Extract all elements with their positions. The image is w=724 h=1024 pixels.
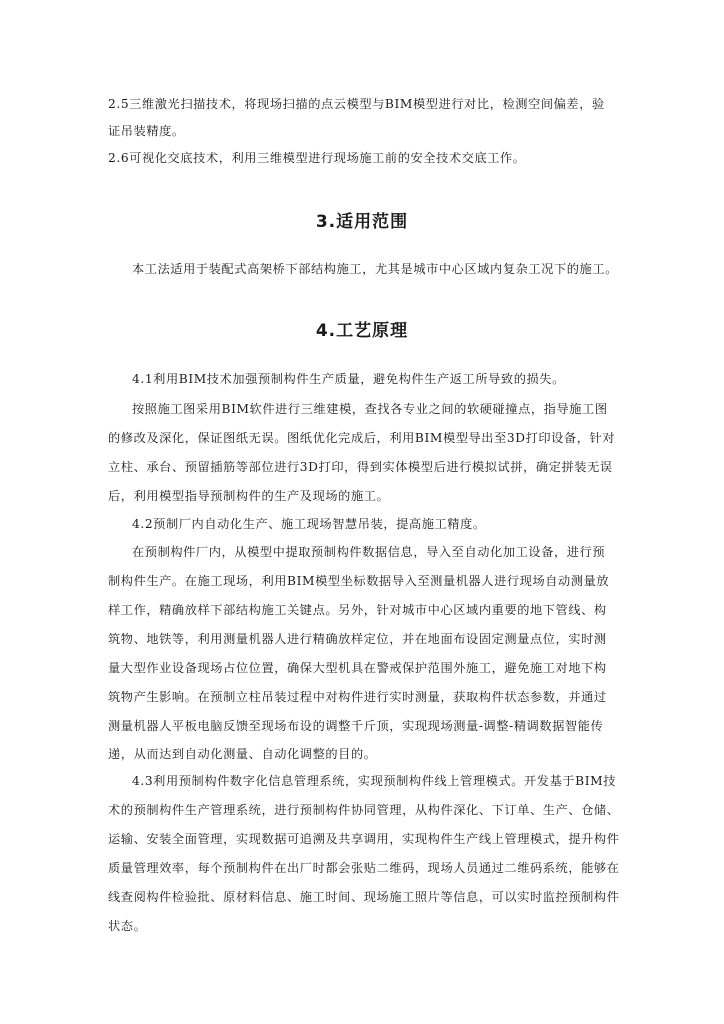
item-2-6: 2.6可视化交底技术，利用三维模型进行现场施工前的安全技术交底工作。 bbox=[108, 151, 526, 165]
section-4-heading: 4.工艺原理 bbox=[315, 321, 409, 341]
paragraph-line: 筑物产生影响。在预制立柱吊装过程中对构件进行实时测量，获取构件状态参数，并通过 bbox=[108, 690, 607, 704]
paragraph-line: 运输、安装全面管理，实现数据可追溯及共享调用，实现构件生产线上管理模式，提升构件 bbox=[108, 832, 620, 846]
item-2-5-line-1: 2.5三维激光扫描技术，将现场扫描的点云模型与BIM模型进行对比，检测空间偏差，验 bbox=[108, 97, 605, 111]
paragraph-line: 按照施工图采用BIM软件进行三维建模，查找各专业之间的软硬碰撞点，指导施工图 bbox=[132, 402, 608, 416]
item-2-5-line-2: 证吊装精度。 bbox=[108, 124, 185, 138]
paragraph-line: 的修改及深化，保证图纸无误。图纸优化完成后，利用BIM模型导出至3D打印设备，针对 bbox=[108, 431, 616, 445]
section-3-paragraph: 本工法适用于装配式高架桥下部结构施工，尤其是城市中心区域内复杂工况下的施工。 bbox=[132, 262, 618, 276]
paragraph-line: 立柱、承台、预留插筋等部位进行3D打印，得到实体模型后进行模拟试拼，确定拼装无误 bbox=[108, 460, 613, 474]
paragraph-line: 制构件生产。在施工现场，利用BIM模型坐标数据导入至测量机器人进行现场自动测量放 bbox=[108, 574, 610, 588]
paragraph-line: 筑物、地铁等，利用测量机器人进行精确放样定位，并在地面布设固定测量点位，实时测 bbox=[108, 632, 607, 646]
paragraph-line: 量大型作业设备现场占位位置，确保大型机具在警戒保护范围外施工，避免施工对地下构 bbox=[108, 661, 607, 675]
paragraph-line: 后，利用模型指导预制构件的生产及现场的施工。 bbox=[108, 489, 390, 503]
paragraph-line: 测量机器人平板电脑反馈至现场布设的调整千斤顶，实现现场测量-调整-精调数据智能传 bbox=[108, 719, 604, 733]
paragraph-line: 术的预制构件生产管理系统，进行预制构件协同管理，从构件深化、下订单、生产、仓储、 bbox=[108, 803, 620, 817]
paragraph-line: 线查阅构件检验批、原材料信息、施工时间、现场施工照片等信息，可以实时监控预制构件 bbox=[108, 890, 620, 904]
paragraph-line: 样工作，精确放样下部结构施工关键点。另外，针对城市中心区域内重要的地下管线、构 bbox=[108, 603, 607, 617]
section-3-heading: 3.适用范围 bbox=[315, 212, 409, 232]
paragraph-line: 质量管理效率，每个预制构件在出厂时都会张贴二维码，现场人员通过二维码系统，能够在 bbox=[108, 861, 620, 875]
paragraph-line: 递，从而达到自动化测量、自动化调整的目的。 bbox=[108, 747, 377, 761]
item-4-2: 4.2预制厂内自动化生产、施工现场智慧吊装，提高施工精度。 bbox=[132, 517, 486, 531]
paragraph-line: 状态。 bbox=[108, 919, 147, 933]
paragraph-line: 在预制构件厂内，从模型中提取预制构件数据信息，导入至自动化加工设备，进行预 bbox=[132, 545, 606, 559]
item-4-3: 4.3利用预制构件数字化信息管理系统，实现预制构件线上管理模式。开发基于BIM技 bbox=[132, 774, 617, 788]
item-4-1: 4.1利用BIM技术加强预制构件生产质量，避免构件生产返工所导致的损失。 bbox=[132, 372, 565, 386]
